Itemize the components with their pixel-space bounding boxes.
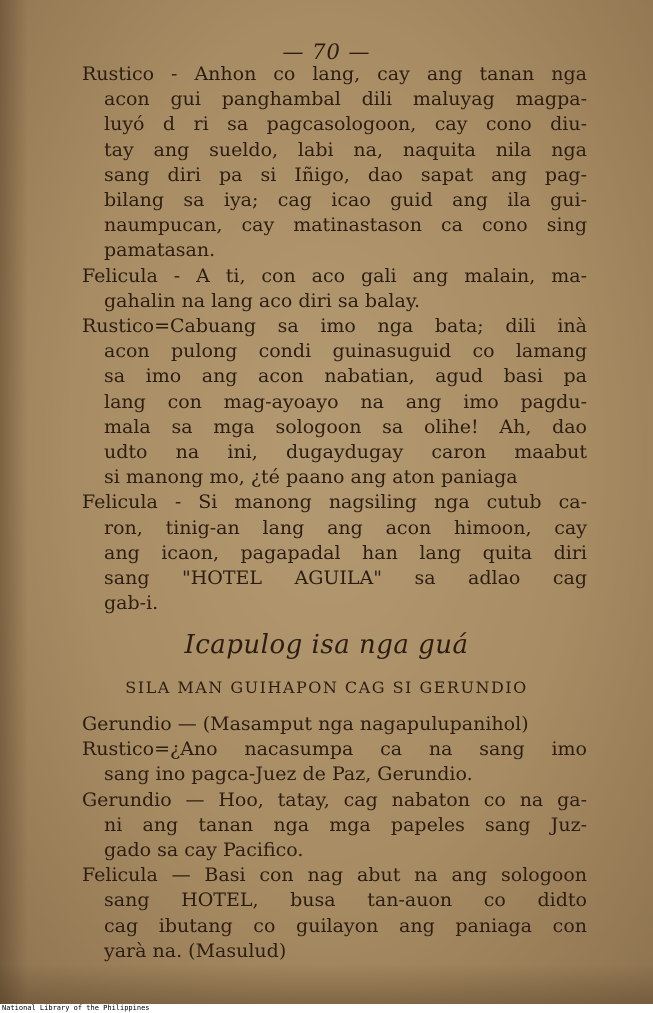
text-line: Felicula - A ti, con aco gali ang malain, ma-	[82, 264, 587, 287]
text-line: Rustico=Cabuang sa imo nga bata; dili inà	[82, 315, 587, 338]
text-line: udto na ini, dugaydugay caron maabut	[104, 441, 587, 464]
dialogue-paragraph	[82, 712, 587, 737]
dialogue-paragraph	[82, 490, 587, 616]
text-line: Felicula — Basi con nag abut na ang sologoon	[82, 864, 587, 887]
text-line: gahalin na lang aco diri sa balay.	[104, 289, 421, 312]
text-line: mala sa mga sologoon sa olihe! Ah, dao	[104, 415, 587, 438]
dialogue-block-1	[82, 62, 587, 616]
text-line: bilang sa iya; cag icao guid ang ila gui-	[104, 189, 587, 212]
text-line: Gerundio — (Masamput nga nagapulupanihol)	[82, 713, 529, 735]
text-line: pamatasan.	[104, 239, 216, 262]
dialogue-block-2	[82, 712, 587, 964]
dialogue-paragraph	[82, 62, 587, 264]
text-line: sang "HOTEL AGUILA" sa adlao cag	[104, 567, 587, 590]
text-line: gab-i.	[104, 592, 159, 615]
text-line: ang icaon, pagapadal han lang quita diri	[104, 541, 587, 564]
text-line: Gerundio — Hoo, tatay, cag nabaton co na ga-	[82, 788, 587, 811]
text-line: tay ang sueldo, labi na, naquita nila nga	[104, 138, 587, 161]
text-line: Rustico=¿Ano nacasumpa ca na sang imo	[82, 738, 587, 761]
scene-heading: Icapulog isa nga guá	[184, 630, 469, 660]
text-line: luyó d ri sa pagcasologoon, cay cono diu-	[104, 113, 587, 136]
text-line: Rustico - Anhon co lang, cay ang tanan nga	[82, 63, 587, 85]
text-line: naumpucan, cay matinastason ca cono sing	[104, 214, 587, 237]
text-line: ron, tinig-an lang ang acon himoon, cay	[104, 516, 587, 539]
text-line: sa imo ang acon nabatian, agud basi pa	[104, 365, 587, 388]
scene-subheading: SILA MAN GUIHAPON CAG SI GERUNDIO	[125, 678, 528, 697]
library-credit: National Library of the Philippines	[2, 1004, 150, 1012]
text-line: sang ino pagca-Juez de Paz, Gerundio.	[104, 763, 473, 786]
text-line: cag ibutang co guilayon ang paniaga con	[104, 914, 587, 937]
text-line: sang diri pa si Iñigo, dao sapat ang pag-	[104, 163, 587, 186]
text-line: ni ang tanan nga mga papeles sang Juz-	[104, 813, 587, 836]
text-line: acon gui panghambal dili maluyag magpa-	[104, 88, 587, 111]
dialogue-paragraph	[82, 863, 587, 964]
text-line: sang HOTEL, busa tan-auon co didto	[104, 889, 587, 912]
dialogue-paragraph	[82, 788, 587, 864]
dialogue-paragraph	[82, 314, 587, 490]
text-line: acon pulong condi guinasuguid co lamang	[104, 340, 587, 363]
text-line: gado sa cay Pacifico.	[104, 839, 304, 862]
text-line: si manong mo, ¿té paano ang aton paniaga	[104, 466, 518, 489]
text-line: lang con mag-ayoayo na ang imo pagdu-	[104, 390, 587, 413]
text-line: Felicula - Si manong nagsiling nga cutub ca-	[82, 491, 587, 514]
dialogue-paragraph	[82, 264, 587, 314]
page-number: — 70 —	[282, 40, 371, 64]
dialogue-paragraph	[82, 737, 587, 787]
text-line: yarà na. (Masulud)	[104, 939, 287, 962]
